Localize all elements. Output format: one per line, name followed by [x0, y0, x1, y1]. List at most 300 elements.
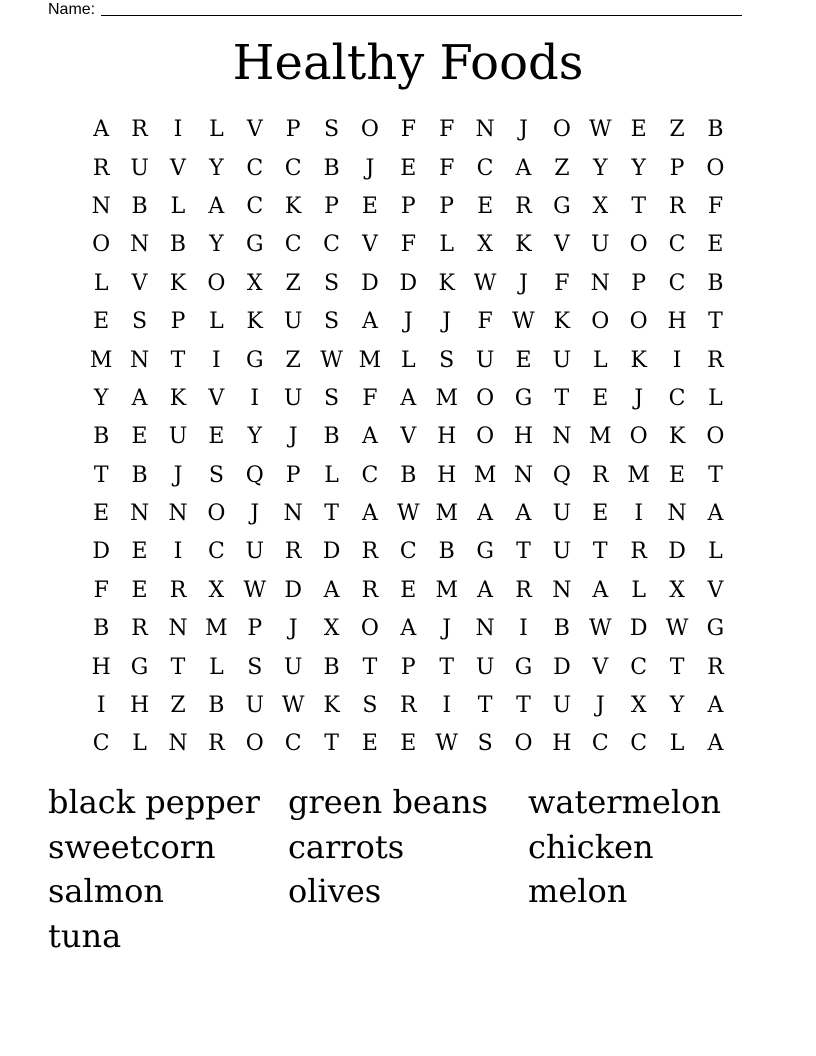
grid-letter: O — [706, 424, 725, 450]
grid-letter: B — [707, 117, 724, 143]
grid-letter: S — [208, 462, 224, 488]
grid-letter: C — [361, 462, 379, 488]
grid-letter: W — [473, 270, 497, 296]
grid-letter: N — [475, 616, 495, 642]
grid-letter: K — [553, 309, 571, 335]
grid-letter: T — [362, 654, 378, 680]
grid-letter: B — [131, 193, 148, 219]
grid-letter: U — [552, 693, 572, 719]
grid-letter: W — [435, 731, 459, 757]
grid-letter: W — [512, 309, 535, 335]
word-list-item: chicken — [528, 827, 654, 866]
grid-letter: O — [629, 309, 648, 335]
grid-letter: N — [552, 424, 572, 450]
grid-letter: M — [358, 347, 382, 373]
grid-letter: A — [707, 731, 724, 757]
grid-letter: Y — [247, 424, 263, 450]
grid-letter: T — [554, 385, 570, 411]
grid-letter: L — [132, 731, 147, 757]
grid-letter: G — [706, 616, 725, 642]
grid-letter: J — [250, 501, 260, 527]
grid-letter: F — [439, 155, 455, 181]
grid-letter: K — [169, 385, 187, 411]
grid-letter: T — [708, 462, 723, 488]
grid-letter: C — [246, 193, 264, 219]
grid-letter: Y — [593, 155, 608, 181]
grid-letter: P — [631, 270, 647, 296]
word-list-item: carrots — [288, 827, 405, 866]
grid-letter: S — [324, 117, 340, 143]
grid-letter: G — [245, 347, 264, 373]
grid-letter: U — [283, 654, 303, 680]
grid-letter: E — [400, 731, 417, 757]
grid-letter: P — [439, 193, 455, 219]
grid-letter: J — [403, 309, 413, 335]
grid-letter: T — [516, 539, 531, 565]
grid-letter: N — [168, 731, 188, 757]
grid-letter: A — [361, 424, 378, 450]
grid-letter: D — [629, 616, 648, 642]
grid-letter: X — [669, 577, 685, 603]
grid-letter: V — [246, 117, 263, 143]
grid-letter: R — [630, 539, 647, 565]
grid-letter: E — [400, 577, 417, 603]
grid-letter: A — [323, 577, 340, 603]
grid-letter: R — [131, 616, 148, 642]
grid-letter: O — [514, 731, 533, 757]
grid-letter: C — [284, 232, 302, 258]
grid-letter: U — [283, 385, 303, 411]
grid-letter: I — [519, 616, 528, 642]
grid-letter: E — [131, 577, 148, 603]
grid-letter: G — [553, 193, 571, 219]
word-list — [48, 780, 768, 959]
grid-letter: L — [401, 347, 416, 373]
grid-letter: L — [324, 462, 339, 488]
grid-letter: T — [708, 309, 723, 335]
letter-grid — [82, 111, 735, 764]
grid-letter: P — [285, 462, 301, 488]
grid-letter: Q — [245, 462, 264, 488]
grid-letter: A — [361, 501, 378, 527]
grid-letter: T — [631, 193, 646, 219]
grid-letter: N — [129, 347, 150, 373]
grid-letter: J — [288, 424, 298, 450]
word-list-item: olives — [288, 872, 382, 911]
grid-letter: P — [170, 309, 186, 335]
grid-letter: L — [439, 232, 455, 258]
grid-letter: B — [707, 270, 724, 296]
grid-letter: Z — [554, 155, 570, 181]
grid-letter: O — [706, 155, 725, 181]
grid-letter: P — [669, 155, 685, 181]
grid-letter: A — [592, 577, 609, 603]
grid-letter: R — [707, 654, 724, 680]
grid-letter: H — [667, 309, 687, 335]
grid-letter: C — [591, 731, 609, 757]
grid-letter: C — [284, 155, 302, 181]
grid-letter: A — [93, 117, 110, 143]
grid-letter: O — [476, 424, 495, 450]
grid-letter: M — [435, 577, 458, 603]
grid-letter: T — [324, 731, 339, 757]
grid-letter: D — [322, 539, 341, 565]
grid-letter: K — [438, 270, 455, 296]
grid-letter: N — [552, 577, 572, 603]
grid-letter: X — [592, 193, 609, 219]
grid-letter: D — [92, 539, 111, 565]
grid-letter: N — [513, 462, 534, 488]
word-list-item: melon — [528, 872, 628, 911]
grid-letter: U — [591, 232, 610, 258]
grid-letter: M — [435, 501, 458, 527]
grid-letter: U — [168, 424, 188, 450]
grid-letter: I — [442, 693, 452, 719]
grid-letter: O — [360, 117, 379, 143]
grid-letter: O — [629, 424, 648, 450]
grid-letter: P — [400, 193, 416, 219]
grid-letter: V — [131, 270, 148, 296]
grid-letter: N — [129, 501, 150, 527]
grid-letter: P — [285, 117, 301, 143]
grid-letter: A — [707, 501, 724, 527]
grid-letter: H — [91, 654, 111, 680]
grid-letter: K — [169, 270, 187, 296]
grid-letter: W — [665, 616, 689, 642]
grid-letter: U — [245, 693, 265, 719]
grid-letter: F — [362, 385, 378, 411]
grid-letter: B — [208, 693, 225, 719]
grid-letter: B — [323, 424, 340, 450]
grid-letter: E — [93, 309, 110, 335]
grid-letter: H — [437, 462, 457, 488]
grid-letter: F — [439, 117, 455, 143]
grid-letter: Z — [669, 117, 685, 143]
grid-letter: R — [131, 117, 148, 143]
name-line[interactable] — [101, 1, 742, 16]
grid-letter: W — [588, 117, 612, 143]
grid-letter: A — [400, 616, 417, 642]
grid-letter: R — [400, 693, 417, 719]
grid-letter: J — [442, 616, 452, 642]
grid-letter: E — [131, 539, 148, 565]
grid-letter: O — [476, 385, 495, 411]
grid-letter: B — [323, 654, 340, 680]
grid-letter: R — [92, 155, 110, 181]
grid-letter: N — [168, 616, 188, 642]
grid-letter: G — [245, 232, 264, 258]
grid-letter: B — [93, 424, 110, 450]
grid-letter: K — [515, 232, 532, 258]
grid-letter: J — [595, 693, 605, 719]
grid-letter: R — [169, 577, 187, 603]
grid-letter: R — [361, 539, 379, 565]
grid-letter: D — [553, 654, 571, 680]
grid-letter: T — [477, 693, 493, 719]
grid-letter: V — [707, 577, 724, 603]
grid-letter: R — [515, 193, 532, 219]
grid-letter: E — [361, 731, 378, 757]
grid-letter: I — [634, 501, 644, 527]
grid-letter: A — [477, 577, 494, 603]
grid-letter: P — [247, 616, 263, 642]
grid-letter: Y — [631, 155, 646, 181]
grid-letter: I — [672, 347, 682, 373]
grid-letter: A — [477, 501, 494, 527]
grid-letter: H — [513, 424, 534, 450]
grid-letter: R — [361, 577, 379, 603]
grid-letter: J — [173, 462, 183, 488]
grid-letter: L — [708, 539, 723, 565]
grid-letter: M — [473, 462, 497, 488]
grid-letter: X — [477, 232, 493, 258]
grid-letter: Y — [93, 385, 109, 411]
grid-letter: B — [553, 616, 570, 642]
grid-letter: Y — [669, 693, 685, 719]
grid-letter: B — [400, 462, 417, 488]
grid-letter: O — [591, 309, 610, 335]
grid-letter: C — [630, 731, 648, 757]
grid-letter: N — [168, 501, 188, 527]
grid-letter: N — [590, 270, 610, 296]
name-label: Name: — [48, 1, 96, 18]
grid-letter: E — [400, 155, 417, 181]
name-field[interactable] — [48, 0, 742, 18]
grid-letter: G — [514, 654, 533, 680]
grid-letter: E — [93, 501, 110, 527]
grid-letter: X — [246, 270, 263, 296]
grid-letter: L — [592, 347, 608, 373]
grid-letter: T — [669, 654, 685, 680]
grid-letter: V — [592, 654, 609, 680]
grid-letter: D — [668, 539, 686, 565]
grid-letter: W — [397, 501, 420, 527]
grid-letter: A — [707, 693, 724, 719]
grid-letter: G — [514, 385, 533, 411]
grid-letter: L — [631, 577, 646, 603]
grid-letter: C — [668, 232, 686, 258]
grid-letter: U — [475, 654, 495, 680]
grid-letter: J — [365, 155, 375, 181]
grid-letter: C — [399, 539, 417, 565]
grid-letter: I — [173, 539, 183, 565]
grid-letter: S — [439, 347, 455, 373]
grid-letter: F — [707, 193, 724, 219]
grid-letter: V — [553, 232, 570, 258]
grid-letter: M — [205, 616, 228, 642]
grid-letter: W — [281, 693, 305, 719]
grid-letter: I — [96, 693, 106, 719]
grid-letter: H — [552, 731, 572, 757]
grid-letter: U — [475, 347, 495, 373]
grid-letter: V — [361, 232, 378, 258]
grid-letter: M — [89, 347, 113, 373]
grid-letter: U — [552, 501, 572, 527]
grid-letter: M — [435, 385, 458, 411]
grid-letter: R — [591, 462, 609, 488]
grid-letter: T — [93, 462, 109, 488]
grid-letter: A — [515, 155, 532, 181]
grid-letter: E — [630, 117, 647, 143]
grid-letter: H — [129, 693, 150, 719]
grid-letter: S — [324, 309, 340, 335]
grid-letter: B — [323, 155, 340, 181]
word-list-item: black pepper — [48, 783, 260, 821]
grid-letter: I — [173, 117, 183, 143]
grid-letter: N — [283, 501, 303, 527]
grid-letter: V — [170, 155, 186, 181]
grid-letter: F — [477, 309, 493, 335]
grid-letter: D — [399, 270, 418, 296]
grid-letter: Y — [209, 232, 224, 258]
grid-letter: O — [552, 117, 571, 143]
grid-letter: K — [246, 309, 263, 335]
grid-letter: B — [131, 462, 148, 488]
grid-letter: T — [170, 654, 186, 680]
grid-letter: O — [207, 501, 226, 527]
grid-letter: X — [323, 616, 340, 642]
grid-letter: E — [669, 462, 686, 488]
grid-letter: G — [130, 654, 149, 680]
grid-letter: L — [170, 193, 186, 219]
grid-letter: A — [361, 309, 378, 335]
grid-letter: B — [169, 232, 187, 258]
grid-letter: P — [400, 654, 416, 680]
grid-letter: E — [592, 501, 609, 527]
grid-letter: V — [208, 385, 225, 411]
grid-letter: I — [212, 347, 221, 373]
grid-letter: O — [207, 270, 226, 296]
grid-letter: W — [243, 577, 267, 603]
grid-letter: J — [519, 270, 528, 296]
grid-letter: J — [634, 385, 644, 411]
grid-letter: N — [475, 117, 495, 143]
grid-letter: J — [519, 117, 528, 143]
grid-letter: L — [209, 117, 224, 143]
grid-letter: C — [92, 731, 110, 757]
grid-letter: Z — [170, 693, 186, 719]
grid-letter: L — [93, 270, 109, 296]
grid-letter: C — [207, 539, 225, 565]
grid-letter: J — [442, 309, 452, 335]
grid-letter: H — [437, 424, 457, 450]
grid-letter: K — [284, 193, 302, 219]
grid-letter: X — [630, 693, 647, 719]
grid-letter: K — [323, 693, 340, 719]
grid-letter: D — [284, 577, 302, 603]
grid-letter: S — [324, 385, 340, 411]
grid-letter: T — [324, 501, 339, 527]
grid-letter: I — [250, 385, 260, 411]
grid-letter: P — [324, 193, 339, 219]
grid-letter: S — [362, 693, 378, 719]
grid-letter: D — [361, 270, 379, 296]
grid-letter: W — [320, 347, 343, 373]
grid-letter: G — [476, 539, 494, 565]
grid-letter: V — [400, 424, 417, 450]
grid-letter: O — [92, 232, 111, 258]
grid-letter: T — [170, 347, 186, 373]
grid-letter: C — [323, 232, 340, 258]
grid-letter: S — [132, 309, 148, 335]
grid-letter: K — [630, 347, 647, 373]
grid-letter: T — [439, 654, 455, 680]
grid-letter: T — [516, 693, 531, 719]
grid-letter: U — [130, 155, 149, 181]
grid-letter: O — [245, 731, 264, 757]
grid-letter: R — [707, 347, 724, 373]
grid-letter: S — [477, 731, 493, 757]
grid-letter: N — [129, 232, 150, 258]
grid-letter: N — [667, 501, 687, 527]
grid-letter: A — [208, 193, 225, 219]
grid-letter: E — [592, 385, 609, 411]
word-list-item: green beans — [288, 783, 488, 821]
grid-letter: Q — [552, 462, 571, 488]
grid-letter: Z — [285, 347, 301, 373]
grid-letter: L — [209, 309, 224, 335]
grid-letter: K — [668, 424, 686, 450]
grid-letter: M — [589, 424, 612, 450]
grid-letter: B — [93, 616, 110, 642]
grid-letter: N — [91, 193, 111, 219]
grid-letter: F — [400, 117, 416, 143]
grid-letter: M — [627, 462, 650, 488]
grid-letter: R — [668, 193, 686, 219]
grid-letter: C — [476, 155, 494, 181]
grid-letter: S — [247, 654, 263, 680]
grid-letter: C — [284, 731, 302, 757]
grid-letter: R — [208, 731, 225, 757]
grid-letter: U — [245, 539, 265, 565]
grid-letter: C — [668, 385, 686, 411]
grid-letter: X — [208, 577, 225, 603]
grid-letter: T — [592, 539, 608, 565]
grid-letter: U — [283, 309, 303, 335]
grid-letter: L — [209, 654, 224, 680]
grid-letter: S — [324, 270, 340, 296]
grid-letter: E — [477, 193, 494, 219]
grid-letter: O — [629, 232, 648, 258]
grid-letter: U — [552, 539, 572, 565]
grid-letter: C — [246, 155, 264, 181]
grid-letter: R — [284, 539, 302, 565]
word-list-item: sweetcorn — [48, 827, 216, 866]
grid-letter: E — [208, 424, 225, 450]
grid-letter: Y — [209, 155, 224, 181]
grid-letter: F — [93, 577, 109, 603]
grid-letter: W — [588, 616, 612, 642]
grid-letter: E — [707, 232, 724, 258]
grid-letter: E — [131, 424, 148, 450]
grid-letter: E — [361, 193, 378, 219]
grid-letter: R — [515, 577, 532, 603]
grid-letter: F — [400, 232, 416, 258]
grid-letter: A — [400, 385, 417, 411]
grid-letter: O — [360, 616, 379, 642]
grid-letter: C — [668, 270, 686, 296]
grid-letter: B — [438, 539, 455, 565]
grid-letter: F — [554, 270, 570, 296]
grid-letter: A — [515, 501, 532, 527]
page-title: Healthy Foods — [232, 35, 584, 91]
word-list-item: watermelon — [528, 783, 721, 821]
grid-letter: E — [515, 347, 532, 373]
grid-letter: J — [288, 616, 298, 642]
grid-letter: C — [630, 654, 648, 680]
grid-letter: Z — [285, 270, 301, 296]
grid-letter: U — [552, 347, 572, 373]
